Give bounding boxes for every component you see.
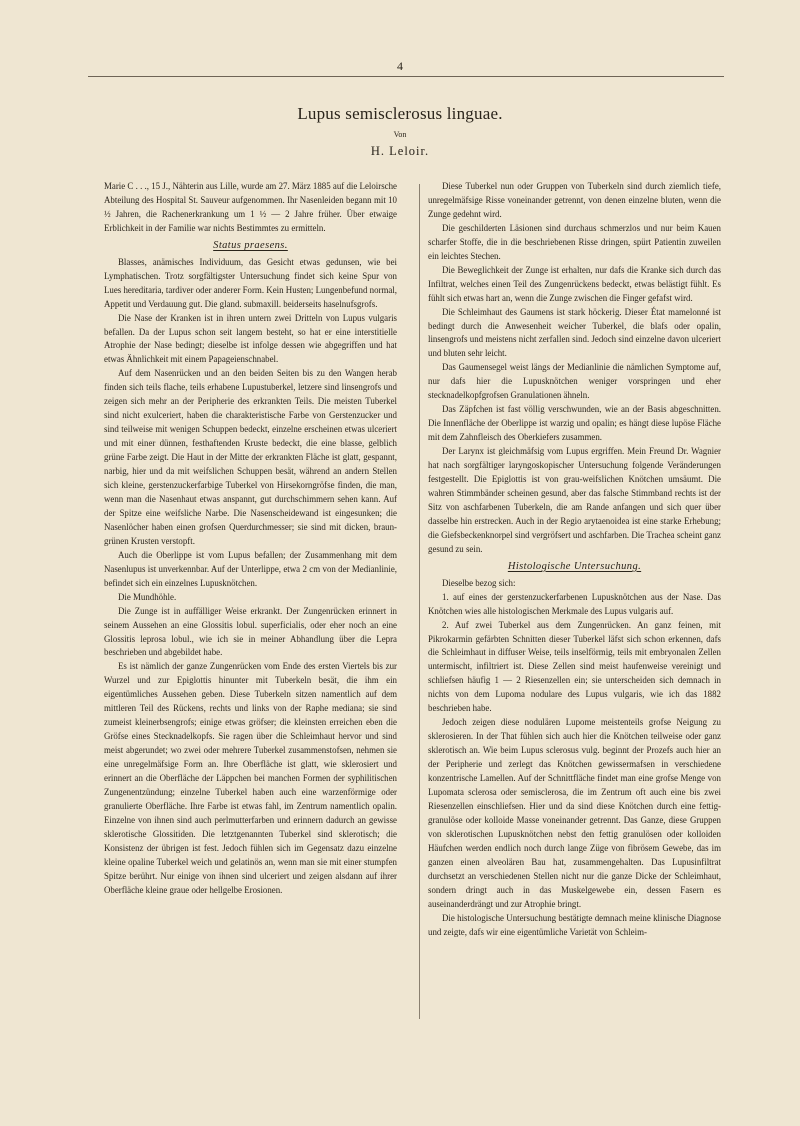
- paragraph: Der Larynx ist gleichmäfsig vom Lupus ergriffen. Mein Freund Dr. Wagnier hat nach sorgfältiger laryngoskopischer Untersuchung folgende Veränderungen festgestellt. Die Epiglottis ist von grau-weifslichen Knötchen umsäumt. Die wahren Stimmbänder scheinen gesund, aber das falsche Stimmband rechts ist der Sitz von aschfarbenen Tuberkeln, die am Rande anfangen und sich quer über dasselbe hin erstrecken. Auch in der Regio arytaenoidea ist eine starke Erhebung; die Giefsbeckenknorpel sind vergröfsert und aschfarben. Die Trachea scheint ganz gesund zu sein.: [428, 446, 721, 554]
- page-number: 4: [397, 59, 403, 73]
- paragraph: Die Zunge ist in auffälliger Weise erkrankt. Der Zungenrücken erinnert in seinem Aussehen an eine Glossitis lobul. superficialis, oder eher noch an eine Glossitis leprosa lobul., wie ich sie in meiner Abhandlung über die Lepra beschrieben und abgebildet habe.: [104, 605, 397, 658]
- section-heading: [104, 239, 397, 253]
- paragraph: Das Zäpfchen ist fast völlig verschwunden, wie an der Basis abgeschnitten. Die Innenfläche der Oberlippe ist warzig und opalin; es hängt diese lupöse Fläche mit dem Zahnfleisch des Oberkiefers zusammen.: [428, 404, 721, 443]
- paragraph: Es ist nämlich der ganze Zungenrücken vom Ende des ersten Viertels bis zur Wurzel und zur Epiglottis hinunter mit Tuberkeln besät, die ihm ein eigentümliches Aussehen geben. Diese Tuberkeln sitzen namentlich auf dem mittleren Teil des Rückens, rechts und links von der Raphe mediana; sie sind zumeist kleinerbsengrofs; einige etwas gröfser; die kleinsten erreichen eben die Gröfse eines Stecknadelkopfs. Sie ragen über die Schleimhaut hervor und sind meist abgerundet; wo zwei oder mehrere Tuberkel zusammenstofsen, nehmen sie eine unregelmäfsige Form an. Ihre Oberfläche ist glatt, wie sklerosiert und erinnert an die Oberfläche der Läppchen bei manchen Formen der syphilitischen Zungenentzündung; einzelne Tuberkel haben auch eine warzenförmige oder granulierte Oberfläche. Ihre Farbe ist etwas fahl, im Zentrum namentlich opalin. Einzelne von ihnen sind auch perlmutterfarben und erinnern dadurch an gewisse sklerotische Glossitiden. Die letztgenannten Tuberkel sind sklerotisch; die Konsistenz der übrigen ist fest. Jedoch fühlen sich im Gegensatz dazu einzelne kleine opaline Tuberkel weich und gelatinös an, wenn man sie mit einer stumpfen Spitze berührt. Nur einige von ihnen sind ulceriert und zeigen alsdann auf ihrer Oberfläche kleine graue oder hellgelbe Erosionen.: [104, 661, 397, 895]
- byline: Von: [393, 130, 407, 139]
- paragraph: 2. Auf zwei Tuberkel aus dem Zungenrücken. An ganz feinen, mit Pikrokarmin gefärbten Schnitten dieser Tuberkel läfst sich schon erkennen, dafs die Schleimhaut in diffuser Weise, teils inselförmig, teils mit embryonalen Zellen untermischt, infiltriert ist. Diese Zellen sind meist haufenweise vereinigt und schliefsen häufig 1 — 2 Riesenzellen ein; sie unterscheiden sich demnach in nichts von dem Lupoma nodulare des Lupus vulgaris, wie ich das 1882 beschrieben habe.: [428, 619, 721, 714]
- paragraph: Marie C . . ., 15 J., Nähterin aus Lille, wurde am 27. März 1885 auf die Leloirsche Abteilung des Hospital St. Sauveur aufgenommen. Ihr Nasenleiden begann mit 10 ½ Jahren, die Rachenerkrankung um 1 ½ — 2 Jahre früher. Über etwaige Erblichkeit in der Familie war nichts Bestimmtes zu ermitteln.: [104, 181, 397, 233]
- paragraph: Die Beweglichkeit der Zunge ist erhalten, nur dafs die Kranke sich durch das Infiltrat, welches einen Teil des Zungenrückens bedeckt, etwas belästigt fühlt. Es fühlt sich etwas hart an, wenn die Zunge zwischen die Finger gefafst wird.: [428, 264, 721, 303]
- left-column: [104, 180, 397, 898]
- paragraph: Dieselbe bezog sich:: [442, 577, 516, 588]
- paragraph: Die geschilderten Läsionen sind durchaus schmerzlos und nur beim Kauen scharfer Stoffe, die in die beschriebenen Risse dringen, spürt Patientin zuweilen ein leichtes Stechen.: [428, 222, 721, 261]
- paragraph: Die histologische Untersuchung bestätigte demnach meine klinische Diagnose und zeigte, dafs wir eine eigentümliche Varietät von Schleim-: [428, 912, 721, 937]
- paragraph: Auf dem Nasenrücken und an den beiden Seiten bis zu den Wangen herab finden sich teils flache, teils erhabene Lupustuberkel, letzere sind linsengrofs und zeigen sich mehr an der Peripherie des erkrankten Teils. Die meisten Tuberkel sind nicht exulceriert, haben die charakteristische Farbe von Gerstenzucker und sind teilweise mit wenigen Schuppen bedeckt, einzelne erscheinen etwas ulceriert und mit einer dünnen, festhaftenden Kruste bedeckt, die eine blasse, gelblich grüne Farbe zeigt. Die Haut in der Mitte der erkrankten Fläche ist glatt, gespannt, narbig, hier und da mit weifslichen Schuppen besät, während an andern Stellen sich kleine, gerstenzuckerfarbige Tuberkel von Hirsekorngröfse finden, die man, wenn man die Nasenhaut etwas anspannt, gut durchschimmern sehen kann. Auf der Spitze eine weifsliche Narbe. Die Nasenscheidewand ist eingesunken; die Nasenlöcher haben einen grofsen Querdurchmesser; sie sind mit dicken, braun-grünen Krusten verstopft.: [104, 368, 397, 546]
- paragraph: Die Nase der Kranken ist in ihren untern zwei Dritteln von Lupus vulgaris befallen. Da der Lupus schon seit langem besteht, so hat er eine interstitielle Atrophie der Nase bedingt; dieselbe ist infolge dessen wie abgegriffen und hat etwas Ähnlichkeit mit einem Papageienschnabel.: [104, 312, 397, 365]
- section-heading-text: Status praesens.: [213, 239, 288, 251]
- paragraph: Diese Tuberkel nun oder Gruppen von Tuberkeln sind durch ziemlich tiefe, unregelmäfsige Risse voneinander getrennt, von denen einzelne bluten, wenn die Zunge gedehnt wird.: [428, 181, 721, 219]
- paragraph: Das Gaumensegel weist längs der Medianlinie die nämlichen Symptome auf, nur dafs hier die Lupusknötchen weniger vorspringen und eher stecknadelkopfgrofsen Granulationen ähneln.: [428, 362, 721, 401]
- section-heading: [428, 560, 721, 574]
- paragraph: Jedoch zeigen diese nodulären Lupome meistenteils grofse Neigung zu sklerosieren. In der That fühlen sich auch hier die Knötchen teilweise oder ganz sklerotisch an. Wie beim Lupus sclerosus vulg. beginnt der Prozefs auch hier an der Peripherie und zerlegt das Knötchen gewissermafsen in verschiedene konzentrische Lamellen. Auf der Schnittfläche findet man eine grofse Menge von Lupomata sclerosa oder semisclerosa, die im Zentrum oft auch eine bis zwei Riesenzellen einschliefsen. Hier und da sind diese Knötchen durch eine fettig-granulöse oder kolloide Masse voneinander getrennt. Das Ganze, diese Gruppen von sklerotischen Lupusknötchen nebst den fettig granulösen oder kolloiden Häufchen werden endlich noch durch lange Züge von fibrösem Gewebe, das im ganzen einen alveolären Bau hat, zusammengehalten. Das Lupusinfiltrat durchsetzt an verschiedenen Stellen nicht nur die ganze Dicke der Schleimhaut, sondern dringt auch in das Muskelgewebe ein, dessen Fasern es auseinanderdrängt und zur Atrophie bringt.: [428, 717, 721, 909]
- paragraph: 1. auf eines der gerstenzuckerfarbenen Lupusknötchen aus der Nase. Das Knötchen wies alle histologischen Merkmale des Lupus vulgaris auf.: [428, 591, 721, 616]
- paragraph: Blasses, anämisches Individuum, das Gesicht etwas gedunsen, wie bei Lymphatischen. Trotz sorgfältigster Untersuchung findet sich keine Spur von Lues hereditaria, tardiver oder anderer Form. Kein Husten; Lungenbefund normal, Appetit und Verdauung gut. Die gland. submaxill. beiderseits haselnufsgrofs.: [104, 256, 397, 309]
- paragraph: Die Mundhöhle.: [118, 591, 177, 602]
- author-name: H. Leloir.: [370, 144, 430, 158]
- paragraph: Auch die Oberlippe ist vom Lupus befallen; der Zusammenhang mit dem Nasenlupus ist unverkennbar. Auf der Unterlippe, etwa 2 cm von der Medianlinie, befindet sich ein einzelnes Lupusknötchen.: [104, 549, 397, 588]
- header-rule: [88, 76, 724, 77]
- paragraph: Die Schleimhaut des Gaumens ist stark höckerig. Dieser État mamelonné ist bedingt durch die Anwesenheit weicher Tuberkel, die blafs oder opalin, linsengrofs und meistens nicht zerfallen sind. Jedoch sind einzelne davon ulceriert und bluten sehr leicht.: [428, 306, 721, 359]
- column-divider: [419, 184, 420, 1019]
- article-title: Lupus semisclerosus linguae.: [297, 104, 503, 123]
- right-column: [428, 180, 721, 939]
- section-heading-text: Histologische Untersuchung.: [507, 560, 642, 572]
